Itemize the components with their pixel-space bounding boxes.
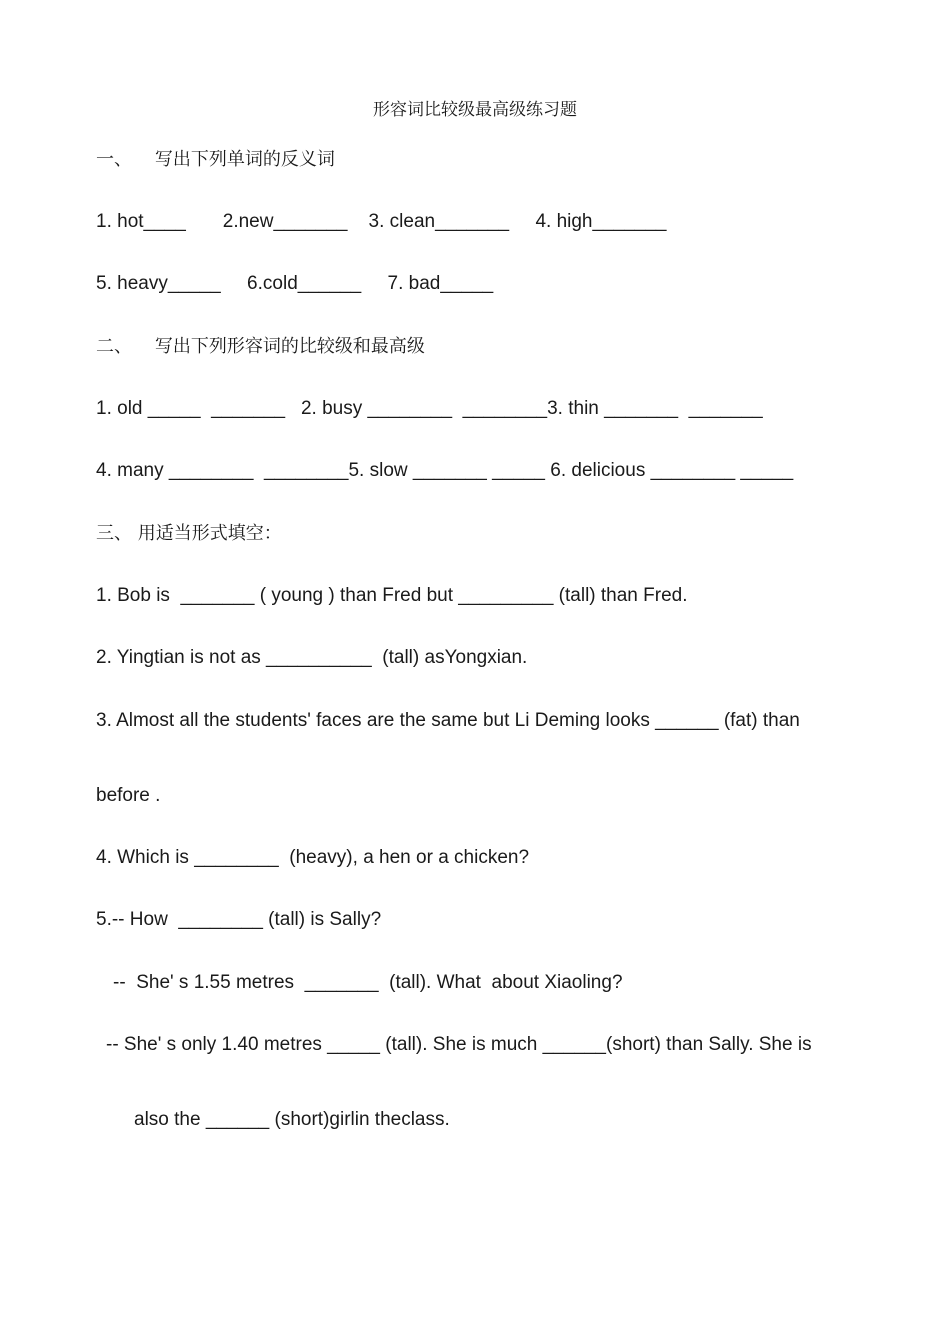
section-3-heading: 三、 用适当形式填空： (96, 523, 282, 544)
question-5-line-2: -- She' s 1.55 metres _______ (tall). What about Xiaoling? (113, 972, 623, 993)
section-1-row-2: 5. heavy_____ 6.cold______ 7. bad_____ (96, 273, 494, 294)
question-4: 4. Which is ________ (heavy), a hen or a chicken? (96, 847, 530, 868)
question-1: 1. Bob is _______ ( young ) than Fred but _________ (tall) than Fred. (96, 585, 688, 606)
section-1-row-1: 1. hot____ 2.new_______ 3. clean_______ 4. high_______ (96, 211, 667, 232)
question-3-line-1: 3. Almost all the students' faces are the same but Li Deming looks ______ (fat) than (96, 710, 800, 731)
section-2-row-1: 1. old _____ _______ 2. busy ________ ________3. thin _______ _______ (96, 398, 763, 419)
section-1-heading: 一、 写出下列单词的反义词 (96, 149, 335, 170)
question-5-line-3: -- She' s only 1.40 metres _____ (tall). She is much ______(short) than Sally. She is (106, 1034, 812, 1055)
page-title: 形容词比较级最高级练习题 (373, 100, 577, 120)
question-5-line-1: 5.-- How ________ (tall) is Sally? (96, 909, 382, 930)
section-2-heading: 二、 写出下列形容词的比较级和最高级 (96, 336, 425, 357)
question-3-line-2: before . (96, 785, 161, 806)
question-2: 2. Yingtian is not as __________ (tall) asYongxian. (96, 647, 528, 668)
question-5-line-4: also the ______ (short)girlin theclass. (134, 1109, 450, 1130)
section-2-row-2: 4. many ________ ________5. slow _______ _____ 6. delicious ________ _____ (96, 460, 794, 481)
